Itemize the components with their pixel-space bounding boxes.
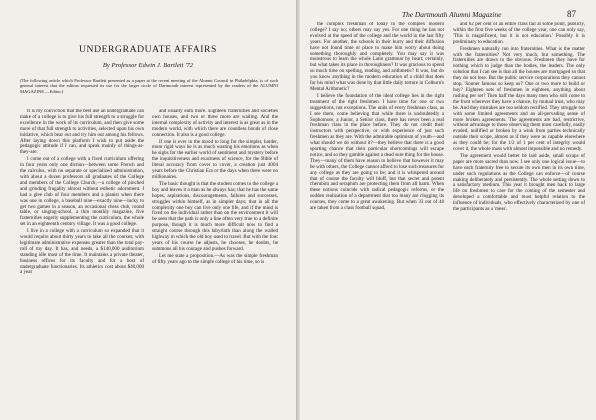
paragraph: the complex freshman of today to the complex modern college? I say no; others may say yes. For one thing he has not evolved at the speed of the college and the world in the last fifty years. For another, the schools in their hurry and their diffusion have not found time or place to make him worry about doing something thoroughly and completely. You may say it was monstrous to learn the whole Latin grammar by heart; certainly, but what takes its place in thoroughness? It was gracious to spend so much time on spelling, reading, and arithmetic? It was, but do you know anything in the modern education of a child that does for his mind what was done by that little daily torture in Colburn's Mental Arithmetic?: [310, 22, 444, 92]
left-page: [0, 0, 296, 420]
paragraph: It is my conviction that the best use an undergraduate can make of a college is to give his full strength to a struggle for excellence in the work of its curriculum, and then give some more of that full strength to activities, selected upon his own initiative, which bear out and try him out among his fellows. After laying down this platform I wish to put aside the pedagogic attitude if I can, and speak mainly of things-as-they-are.: [20, 109, 144, 156]
paragraph: I come out of a college with a fixed curriculum offering in four years only one diction—between some French and the calculus, with no separate or specialized administration, with about a dozen professors all graduates of the College and members of the College Church,—a college of pinched and grinding frugality almost without esthetic adornment. I had a glee club of four members and a pianist when there was one in college, a baseball nine—exactly nine—lucky to get two games in a season, an occasional chess club, round table, or singing-school, a thin monthly magazine, five fraternities eagerly supplementing the curriculum, the whole set in an eighteenth century village. It was a good college.: [20, 156, 144, 228]
right-page-column-2: [453, 22, 585, 414]
left-page-column-1: [20, 109, 144, 405]
editor-note: (The following article which Professor Bartlett presented as a paper at the recent meeting of the Alumni Council in Philadelphia, is of such general interest that the editors requested its use for the larger circle of Dartmouth interest represented by the readers of the ALUMNI MAGAZINE.—Editor.): [20, 78, 278, 94]
paragraph: and usually earn more. Eighteen fraternities and societies own houses, and two or three more are waiting. And the internal complexity of activity and interest is as great as in the modern world, with which there are countless bonds of close connection. It also is a good college.: [152, 109, 278, 138]
article-byline: By Professor Edwin J. Bartlett '72: [102, 62, 194, 69]
right-page: [300, 0, 596, 420]
article-title: UNDERGRADUATE AFFAIRS: [79, 44, 217, 55]
paragraph: The basic thought is that the student comes to the college a boy and leaves it a man as he always has; that he has the same hopes, aspirations, discouragements, failures and successes, struggles within himself, as in simpler days; that in all the complexity one boy can live only one life, and if the mind is fixed on the individual rather than on the environment it will be seen that the path is only a line often very true to a definite purpose, though it is much more difficult now to find a straight course through this labyrinth than along the walled highway in which the old boy used to travel. But with the four years of his course he adjusts, he chooses, he doubts, he summons all his courage and pushes forward.: [152, 180, 278, 252]
paragraph: I believe the foundation of the ideal college lies in the right treatment of the right freshmen. I have time for one or two suggestions, not exceptions. The units of every freshman class, as I see them, come believing that while there is undoubtedly a Sophomore, a Junior, a Senior class, there has never been a real freshman class in the place before. They do not credit their instructors with perspective, or with experience of just such freshmen as they are. With the admirable optimism of youth—and what should we do without it?—they believe that there is a good sporting chance that their particular shortcomings will escape notice, and so they gamble against a dead sure thing for the house. They—many of them have reason to believe that however it may be with others, the College cannot afford to lose such treasures for any college as they are going to be; and it is whispered around that of course the faculty will bluff, but that secret and potent cherubim and seraphim are protecting them from all harm. When these notions coincide with radical pedagogic reforms, or the sudden realization of a department that too many are clogging its courses, they come to a great awakening. But when 33 out of 48 are taken from a class football squad,: [310, 92, 444, 212]
paragraph: Let me state a proposition.—As was the simple freshman of fifty years ago to the simple college of his time, so is: [152, 252, 278, 265]
magazine-title: The Dartmouth Alumni Magazine: [402, 10, 502, 19]
paragraph: I live in a college with a curriculum so expanded that it would require about thirty years to take all the courses; with legitimate administrative expenses greater than the total pay-roll of my day. It has, and needs, a $140,000 auditorium standing idle most of the time. It maintains a private theater, business offices for its faculty and for a host of undergraduate functionaries. Its athletics cost about $40,000 a year: [20, 228, 144, 276]
page-number: 87: [567, 9, 576, 19]
left-page-column-2: [152, 109, 278, 405]
paragraph: Freshmen naturally run into fraternities. What is the matter with the fraternities? Not very much, but something. The fraternities are drawn to the obvious. Freshmen they have for nothing which to judge than the bodies, the leaders. The only solution that I can see is that all the houses are mortgaged so that they do not lose. But the public service corporations they cannot stop. 'Sooner famous so keep us?' One or two more to build or buy? Eighteen sets of freshmen in eighteen, anything about rushing per set? Then half the days many men who still come to the front wherever they have a chance, by mutual trust, who may be. And they mistakes are too seldom rectified. They struggle too with some limited agreements and an all-pervading sense of more broken agreements. The agreements are bad, restrictive, without advantage to those observing them most carefully, easily evaded, nullified or broken by a wink from parties technically outside their scope, almost as if they were as capable elsewhere as they could be; for the 1/2 of 1 per cent of integrity would cover it, the whole mass with almost impossible and no remedy.: [453, 45, 585, 153]
running-header: [300, 10, 596, 24]
paragraph: and 62 per cent of an entire class fail at some point, publicly, within the first five weeks of the college year, one can only say, 'This is magnificent, but it is not education.' Possibly it is preliminary to education.: [453, 22, 585, 45]
paragraph: If one is ever in the mood to long for the simpler, harder, more rigid ways he is as much wasting his emotions as when he sighs for the earlier world of sentiment and mystery before the inquisitiveness and exactness of science, for the Bible of literal accuracy from cover to cover, a creation just 4004 years before the Christian Era or the days when there were no millionaires.: [152, 138, 278, 180]
paragraph: The agreement would better be laid aside, small scraps of paper are more sacred than now. I see only one logical issue—to have each fraternity free to secure its own men in its own time, under such regulations as the College can enforce—of course making deliberately and persistently. The whole setting down to a satisfactory medium. This year it brought men back to large life on freshmen to care for the coming of the semester and developed a comfortable and most helpful relation to the influence of individuals, who effectively characterized by one of the participants as a 'mess'.: [453, 152, 585, 213]
right-page-column-1: [310, 22, 444, 414]
